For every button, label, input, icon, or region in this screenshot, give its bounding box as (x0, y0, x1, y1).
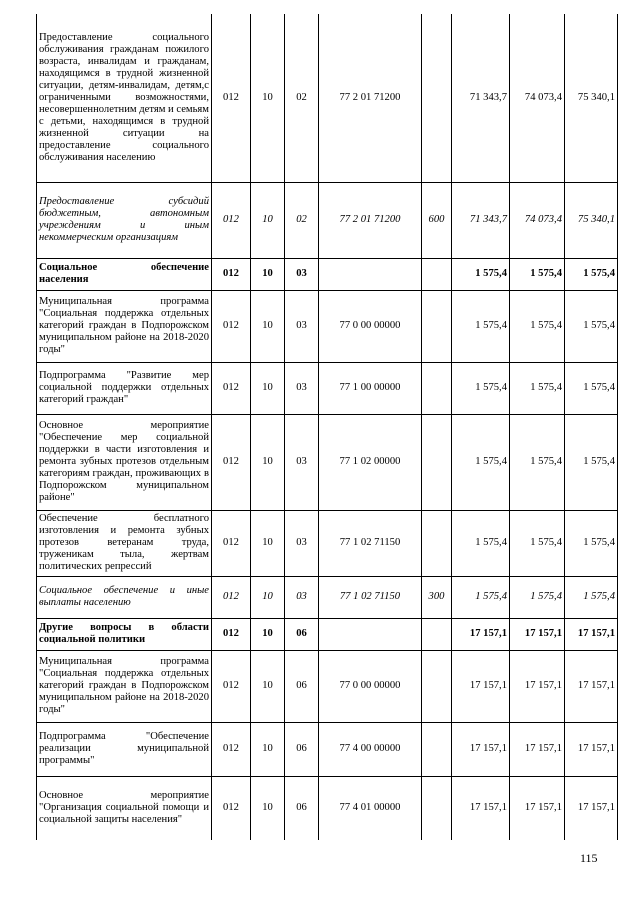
table-row (37, 414, 618, 510)
row-expense-type (422, 14, 452, 182)
row-target-article: 77 1 02 71150 (319, 576, 422, 618)
row-amount-year-2: 17 157,1 (510, 776, 565, 840)
row-amount-year-3: 1 575,4 (565, 362, 618, 414)
row-amount-year-3: 1 575,4 (565, 510, 618, 576)
row-amount-year-1: 1 575,4 (452, 362, 510, 414)
row-section: 10 (251, 576, 285, 618)
row-target-article: 77 2 01 71200 (319, 14, 422, 182)
table-row (37, 776, 618, 840)
row-section: 10 (251, 258, 285, 290)
row-section: 10 (251, 14, 285, 182)
budget-table (36, 14, 618, 840)
row-amount-year-2: 1 575,4 (510, 258, 565, 290)
row-amount-year-1: 1 575,4 (452, 576, 510, 618)
row-target-article: 77 1 02 71150 (319, 510, 422, 576)
row-expense-type (422, 650, 452, 722)
row-subsection: 03 (285, 414, 319, 510)
row-grbs: 012 (212, 650, 251, 722)
row-section: 10 (251, 510, 285, 576)
row-target-article: 77 1 00 00000 (319, 362, 422, 414)
row-expense-type (422, 776, 452, 840)
row-grbs: 012 (212, 722, 251, 776)
row-name: Социальное обеспечение населения (37, 258, 212, 290)
row-name: Основное мероприятие "Организация социальной помощи и социальной защиты населения" (37, 776, 212, 840)
row-amount-year-1: 17 157,1 (452, 722, 510, 776)
row-target-article: 77 4 01 00000 (319, 776, 422, 840)
row-amount-year-3: 1 575,4 (565, 258, 618, 290)
row-amount-year-1: 1 575,4 (452, 290, 510, 362)
row-expense-type (422, 510, 452, 576)
row-amount-year-2: 1 575,4 (510, 362, 565, 414)
row-grbs: 012 (212, 414, 251, 510)
row-amount-year-2: 74 073,4 (510, 14, 565, 182)
table-row (37, 618, 618, 650)
row-amount-year-3: 17 157,1 (565, 618, 618, 650)
row-amount-year-3: 17 157,1 (565, 650, 618, 722)
row-target-article: 77 4 00 00000 (319, 722, 422, 776)
row-expense-type (422, 290, 452, 362)
row-amount-year-2: 17 157,1 (510, 618, 565, 650)
table-row (37, 650, 618, 722)
row-name: Обеспечение бесплатного изготовления и ремонта зубных протезов ветеранам труда, труженикам тыла, жертвам политических репрессий (37, 510, 212, 576)
row-section: 10 (251, 650, 285, 722)
row-amount-year-2: 1 575,4 (510, 576, 565, 618)
row-name: Муниципальная программа "Социальная поддержка отдельных категорий граждан в Подпорожском муниципальном районе на 2018-2020 годы" (37, 290, 212, 362)
row-grbs: 012 (212, 182, 251, 258)
table-row (37, 258, 618, 290)
row-grbs: 012 (212, 576, 251, 618)
row-subsection: 03 (285, 258, 319, 290)
row-name: Другие вопросы в области социальной политики (37, 618, 212, 650)
row-section: 10 (251, 290, 285, 362)
row-amount-year-1: 71 343,7 (452, 182, 510, 258)
row-amount-year-2: 74 073,4 (510, 182, 565, 258)
row-amount-year-1: 17 157,1 (452, 650, 510, 722)
row-section: 10 (251, 414, 285, 510)
row-name: Основное мероприятие "Обеспечение мер социальной поддержки в части изготовления и ремонта зубных протезов отдельным категориям граждан, проживающих в Подпорожском муниципальном районе" (37, 414, 212, 510)
row-section: 10 (251, 776, 285, 840)
table-row (37, 576, 618, 618)
row-grbs: 012 (212, 618, 251, 650)
row-name: Подпрограмма "Обеспечение реализации муниципальной программы" (37, 722, 212, 776)
row-amount-year-3: 75 340,1 (565, 14, 618, 182)
row-subsection: 02 (285, 14, 319, 182)
row-grbs: 012 (212, 258, 251, 290)
row-amount-year-2: 1 575,4 (510, 510, 565, 576)
row-amount-year-1: 17 157,1 (452, 776, 510, 840)
row-expense-type (422, 722, 452, 776)
row-amount-year-1: 17 157,1 (452, 618, 510, 650)
row-target-article: 77 2 01 71200 (319, 182, 422, 258)
row-amount-year-1: 1 575,4 (452, 414, 510, 510)
row-amount-year-3: 17 157,1 (565, 776, 618, 840)
row-amount-year-2: 17 157,1 (510, 722, 565, 776)
row-name: Муниципальная программа "Социальная поддержка отдельных категорий граждан в Подпорожском муниципальном районе на 2018-2020 годы" (37, 650, 212, 722)
row-grbs: 012 (212, 290, 251, 362)
row-expense-type (422, 362, 452, 414)
row-section: 10 (251, 362, 285, 414)
row-amount-year-1: 1 575,4 (452, 510, 510, 576)
row-expense-type: 300 (422, 576, 452, 618)
row-amount-year-3: 1 575,4 (565, 290, 618, 362)
row-amount-year-2: 1 575,4 (510, 290, 565, 362)
row-target-article: 77 1 02 00000 (319, 414, 422, 510)
row-amount-year-2: 1 575,4 (510, 414, 565, 510)
row-subsection: 06 (285, 776, 319, 840)
row-amount-year-3: 1 575,4 (565, 414, 618, 510)
row-section: 10 (251, 618, 285, 650)
row-grbs: 012 (212, 14, 251, 182)
row-expense-type: 600 (422, 182, 452, 258)
row-target-article: 77 0 00 00000 (319, 650, 422, 722)
row-target-article: 77 0 00 00000 (319, 290, 422, 362)
row-subsection: 03 (285, 576, 319, 618)
row-amount-year-3: 75 340,1 (565, 182, 618, 258)
row-expense-type (422, 414, 452, 510)
row-subsection: 06 (285, 618, 319, 650)
row-expense-type (422, 258, 452, 290)
row-expense-type (422, 618, 452, 650)
row-amount-year-3: 1 575,4 (565, 576, 618, 618)
row-subsection: 03 (285, 290, 319, 362)
row-grbs: 012 (212, 776, 251, 840)
row-name: Предоставление субсидий бюджетным, автономным учреждениям и иным некоммерческим организациям (37, 182, 212, 258)
row-subsection: 03 (285, 510, 319, 576)
row-grbs: 012 (212, 510, 251, 576)
row-subsection: 06 (285, 650, 319, 722)
row-name: Подпрограмма "Развитие мер социальной поддержки отдельных категорий граждан" (37, 362, 212, 414)
row-grbs: 012 (212, 362, 251, 414)
table-row (37, 290, 618, 362)
row-name: Социальное обеспечение и иные выплаты населению (37, 576, 212, 618)
row-name: Предоставление социального обслуживания гражданам пожилого возраста, инвалидам и гражданам, находящимся в трудной жизненной ситуации, детям-инвалидам, детям,с ограниченными возможностями, несовершеннолетним детям и семьям с детьми, находящимся в трудной жизненной ситуации на предоставление социального обслуживания населению (37, 14, 212, 182)
row-amount-year-1: 1 575,4 (452, 258, 510, 290)
row-amount-year-1: 71 343,7 (452, 14, 510, 182)
table-row (37, 362, 618, 414)
row-section: 10 (251, 182, 285, 258)
row-target-article (319, 618, 422, 650)
row-section: 10 (251, 722, 285, 776)
page-number: 115 (580, 851, 598, 865)
table-row (37, 510, 618, 576)
row-target-article (319, 258, 422, 290)
row-subsection: 03 (285, 362, 319, 414)
row-subsection: 06 (285, 722, 319, 776)
row-amount-year-2: 17 157,1 (510, 650, 565, 722)
row-amount-year-3: 17 157,1 (565, 722, 618, 776)
table-row (37, 722, 618, 776)
row-subsection: 02 (285, 182, 319, 258)
table-row (37, 182, 618, 258)
table-row (37, 14, 618, 182)
